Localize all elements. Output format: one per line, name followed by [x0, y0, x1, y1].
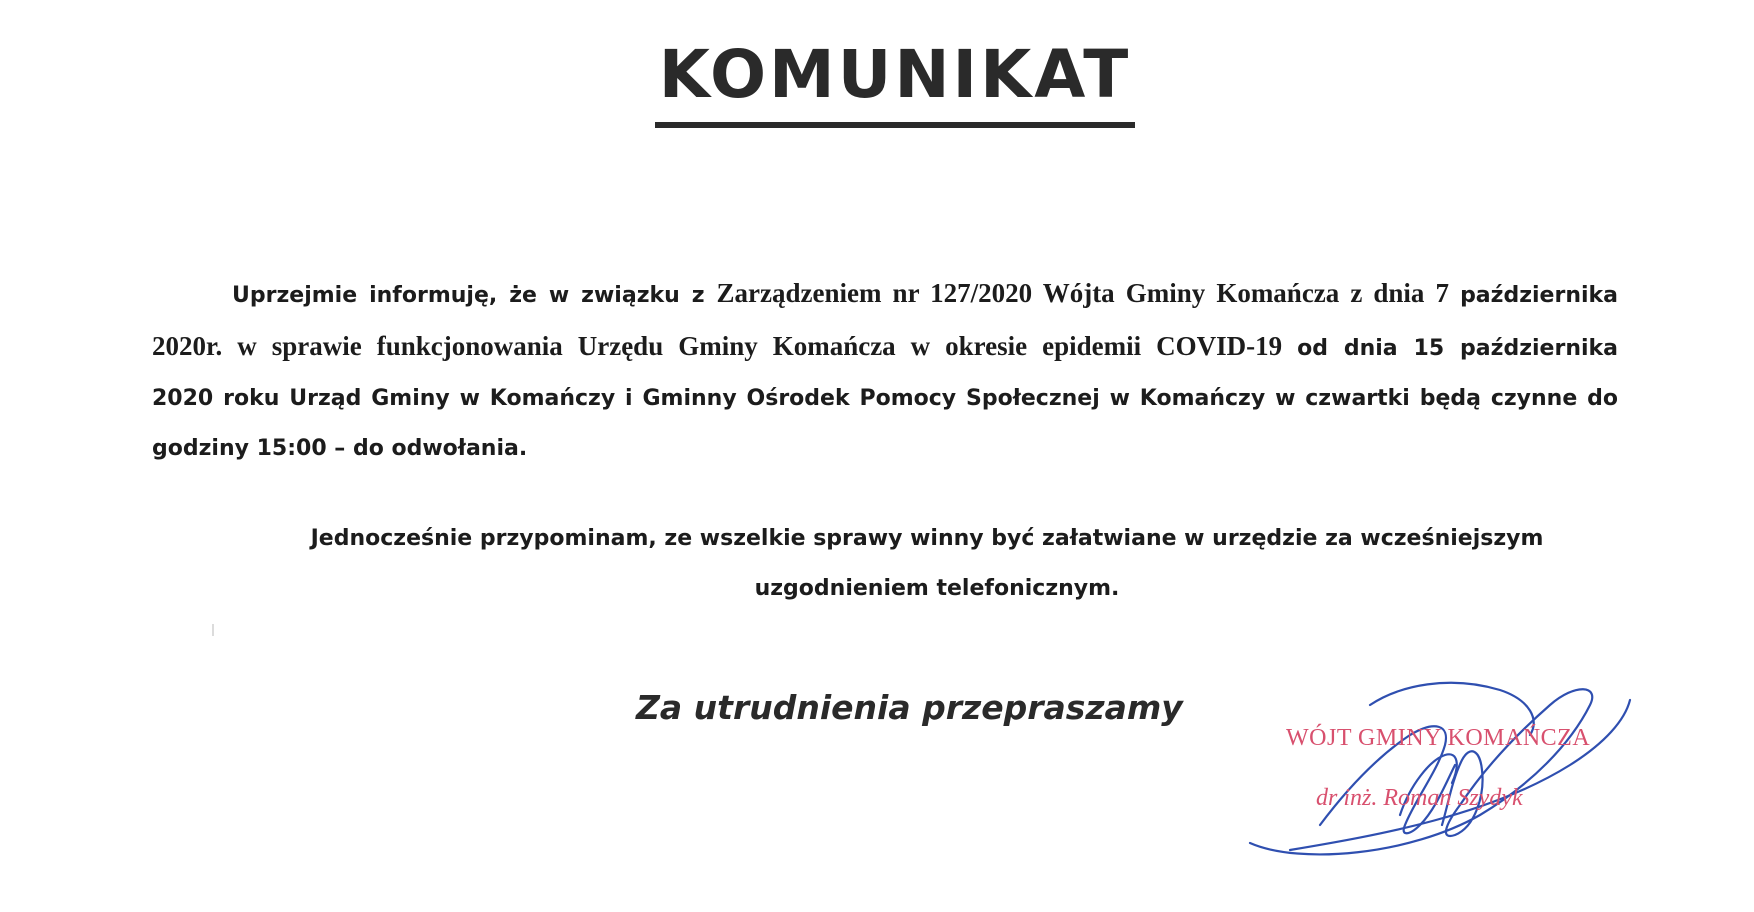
line-2-part-b: od dnia 15 października	[1297, 336, 1618, 361]
line-1-part-a: Uprzejmie informuję, że w związku z	[232, 283, 717, 308]
title-text: KOMUNIKAT	[655, 42, 1135, 128]
closing-apology: Za utrudnienia przepraszamy	[636, 688, 1183, 727]
paragraph-line-2	[152, 321, 1618, 374]
document-title	[0, 36, 1754, 128]
line-1-part-c: października	[1460, 283, 1619, 308]
paragraph-line-1	[152, 268, 1618, 321]
line-2-part-a: 2020r. w sprawie funkcjonowania Urzędu Gminy Komańcza w okresie epidemii COVID-19	[152, 331, 1298, 361]
stamp-title: WÓJT GMINY KOMAŃCZA	[1286, 725, 1591, 751]
official-stamp	[1230, 665, 1650, 875]
announcement-paragraph	[152, 268, 1618, 474]
reminder-line-1: Jednocześnie przypominam, ze wszelkie sprawy winny być załatwiane w urzędzie za wcześniejszym	[310, 526, 1544, 551]
paragraph-line-3: 2020 roku Urząd Gminy w Komańczy i Gminny Ośrodek Pomocy Społecznej w Komańczy w czwartki będą czynne do	[152, 386, 1618, 411]
reminder-paragraph	[0, 514, 1754, 614]
signature-scribble-icon	[1230, 665, 1650, 875]
line-1-part-b: Zarządzeniem nr 127/2020 Wójta Gminy Komańcza z dnia 7	[716, 278, 1461, 308]
scan-artifact	[212, 624, 214, 636]
stamp-name: dr inż. Roman Szydyk	[1316, 785, 1523, 811]
reminder-line-2: uzgodnieniem telefonicznym.	[754, 576, 1120, 601]
paragraph-line-4: godziny 15:00 – do odwołania.	[152, 436, 528, 461]
